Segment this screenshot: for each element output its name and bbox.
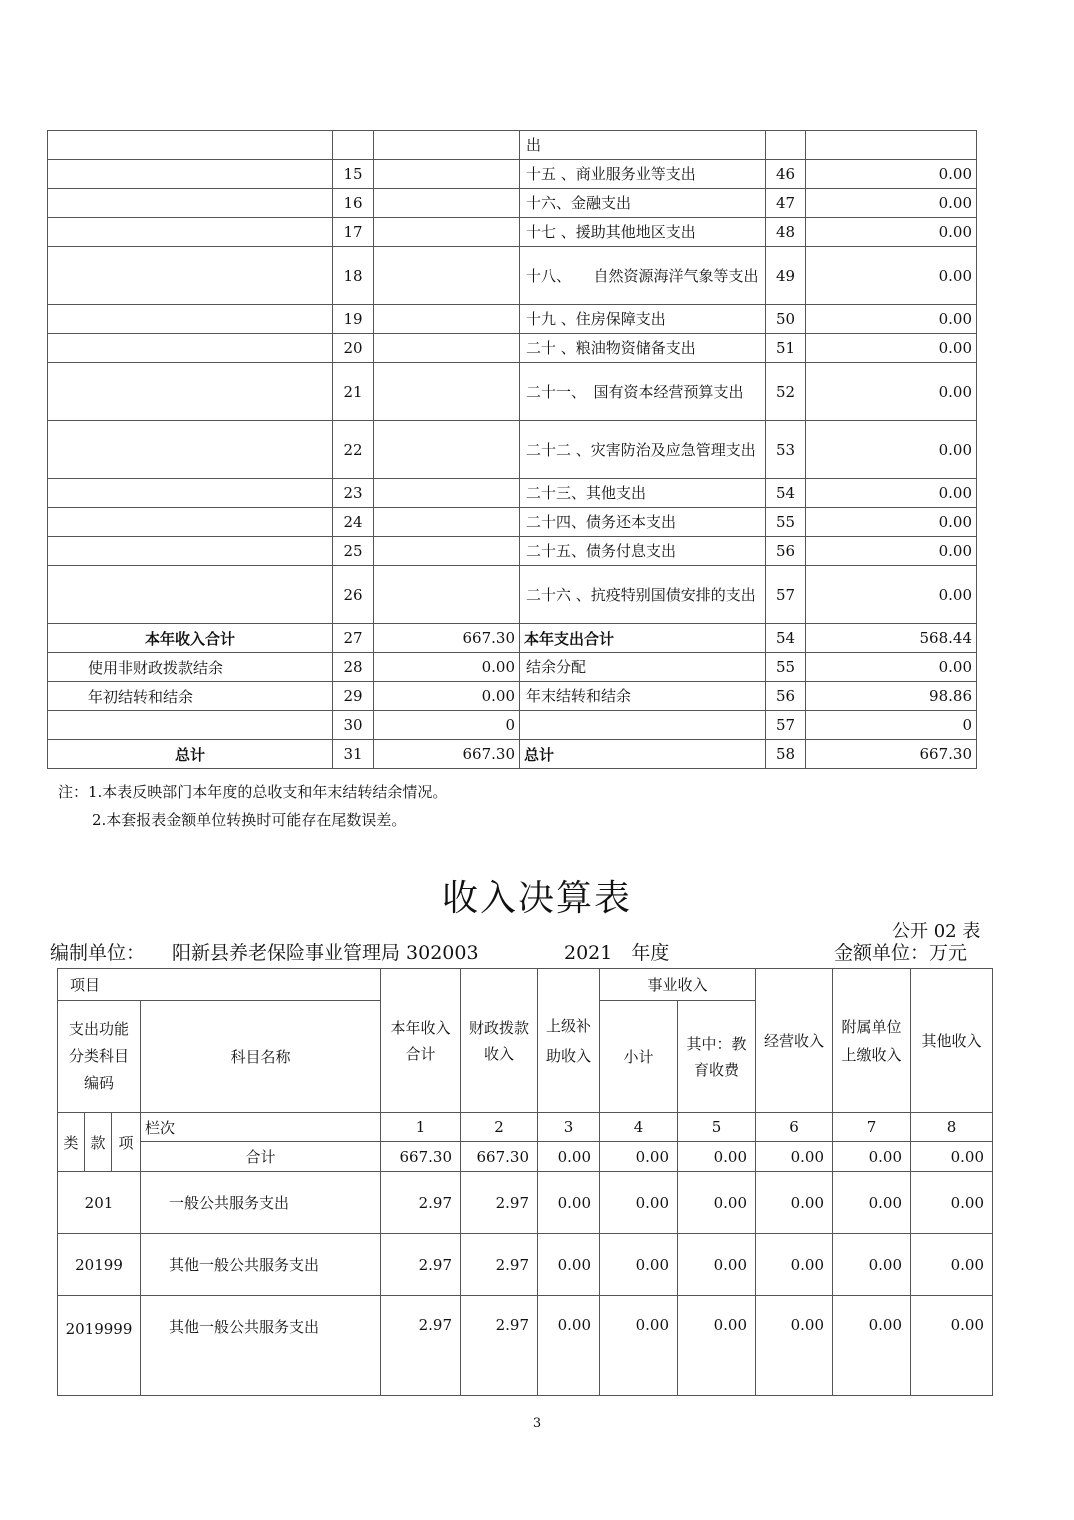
row-line-number-2: 55 [766,653,806,682]
row-label [48,305,333,334]
col-num-2: 2 [461,1113,538,1142]
row-value-6: 0.00 [756,1234,833,1296]
row-amount-2: 0.00 [806,508,977,537]
row-amount: 667.30 [374,624,520,653]
header-xiang: 项 [112,1113,141,1172]
col-num-5: 5 [678,1113,756,1142]
row-amount: 0.00 [374,682,520,711]
year: 2021 年度 [564,942,670,964]
table-row [48,131,977,160]
row-amount-2: 98.86 [806,682,977,711]
row-line-number: 26 [333,566,374,624]
row-expense-label: 总计 [520,740,766,769]
unit-label: 编制单位： [50,942,146,964]
col-num-8: 8 [911,1113,993,1142]
header-upper: 上级补助收入 [538,969,600,1113]
row-line-number-2: 56 [766,537,806,566]
row-expense-label: 出 [520,131,766,160]
note-2: 2.本套报表金额单位转换时可能存在尾数误差。 [92,811,407,829]
total-val-2: 667.30 [461,1142,538,1172]
row-label [48,508,333,537]
row-expense-label: 十七 、援助其他地区支出 [520,218,766,247]
row-label [48,247,333,305]
row-expense-label: 二十四、债务还本支出 [520,508,766,537]
row-amount [374,363,520,421]
header-kuan: 款 [85,1113,112,1172]
col-num-3: 3 [538,1113,600,1142]
row-label [48,334,333,363]
row-label: 本年收入合计 [48,624,333,653]
row-label: 使用非财政拨款结余 [48,653,333,682]
header-affil: 附属单位上缴收入 [833,969,911,1113]
row-line-number-2: 50 [766,305,806,334]
row-code: 20199 [58,1234,141,1296]
total-val-4: 0.00 [600,1142,678,1172]
col-num-4: 4 [600,1113,678,1142]
row-line-number-2: 53 [766,421,806,479]
row-line-number-2 [766,131,806,160]
summary-table [47,130,977,769]
row-value-1: 2.97 [381,1296,461,1396]
header-other: 其他收入 [911,969,993,1113]
row-amount [374,334,520,363]
row-label [48,131,333,160]
row-line-number: 27 [333,624,374,653]
row-amount-2: 0.00 [806,421,977,479]
notes [58,778,447,834]
row-label [48,363,333,421]
row-amount: 0 [374,711,520,740]
table-row [58,1234,993,1296]
row-label [48,189,333,218]
row-line-number-2: 51 [766,334,806,363]
row-value-6: 0.00 [756,1172,833,1234]
row-expense-label: 二十 、粮油物资储备支出 [520,334,766,363]
table-row [48,682,977,711]
row-name: 一般公共服务支出 [141,1172,381,1234]
total-val-6: 0.00 [756,1142,833,1172]
row-value-4: 0.00 [600,1234,678,1296]
table-row [48,537,977,566]
header-name: 科目名称 [141,1001,381,1113]
row-amount: 667.30 [374,740,520,769]
header-fiscal: 财政拨款收入 [461,969,538,1113]
unit-name: 阳新县养老保险事业管理局 302003 [172,942,479,964]
row-expense-label: 二十三、其他支出 [520,479,766,508]
row-value-2: 2.97 [461,1296,538,1396]
row-amount-2: 0.00 [806,479,977,508]
row-amount-2: 0.00 [806,305,977,334]
income-table [57,968,993,1396]
row-line-number: 30 [333,711,374,740]
row-amount-2: 0 [806,711,977,740]
total-val-7: 0.00 [833,1142,911,1172]
row-amount [374,247,520,305]
row-line-number: 23 [333,479,374,508]
row-value-7: 0.00 [833,1172,911,1234]
table-row [48,160,977,189]
row-name: 其他一般公共服务支出 [141,1296,381,1396]
row-label: 总计 [48,740,333,769]
row-value-5: 0.00 [678,1234,756,1296]
row-line-number: 19 [333,305,374,334]
header-oper: 经营收入 [756,969,833,1113]
row-value-5: 0.00 [678,1296,756,1396]
row-line-number: 17 [333,218,374,247]
row-expense-label: 十九 、住房保障支出 [520,305,766,334]
row-amount [374,479,520,508]
row-amount [374,566,520,624]
row-line-number: 25 [333,537,374,566]
table-row [48,624,977,653]
row-line-number-2: 55 [766,508,806,537]
row-value-4: 0.00 [600,1172,678,1234]
row-value-1: 2.97 [381,1234,461,1296]
row-name: 其他一般公共服务支出 [141,1234,381,1296]
row-line-number: 29 [333,682,374,711]
row-line-number: 16 [333,189,374,218]
row-expense-label: 十八、 自然资源海洋气象等支出 [520,247,766,305]
table-row [48,218,977,247]
row-amount-2: 0.00 [806,653,977,682]
row-expense-label: 结余分配 [520,653,766,682]
row-code: 201 [58,1172,141,1234]
row-amount-2: 0.00 [806,247,977,305]
row-line-number: 15 [333,160,374,189]
col-num-1: 1 [381,1113,461,1142]
note-1: 注：1.本表反映部门本年度的总收支和年末结转结余情况。 [58,783,448,801]
row-line-number-2: 49 [766,247,806,305]
row-value-6: 0.00 [756,1296,833,1396]
row-value-5: 0.00 [678,1172,756,1234]
row-amount-2: 0.00 [806,189,977,218]
row-expense-label: 年末结转和结余 [520,682,766,711]
row-amount [374,218,520,247]
header-biz: 事业收入 [600,969,756,1001]
header-code: 支出功能分类科目编码 [58,1001,141,1113]
row-line-number: 18 [333,247,374,305]
header-col: 栏次 [141,1113,381,1142]
row-amount [374,537,520,566]
row-line-number: 31 [333,740,374,769]
row-amount-2: 0.00 [806,363,977,421]
row-amount-2: 0.00 [806,160,977,189]
row-value-4: 0.00 [600,1296,678,1396]
col-num-7: 7 [833,1113,911,1142]
header-item: 项目 [58,969,381,1001]
table-row [48,711,977,740]
row-value-7: 0.00 [833,1234,911,1296]
page-title: 收入决算表 [441,878,632,919]
row-amount [374,160,520,189]
row-amount-2: 0.00 [806,566,977,624]
row-line-number-2: 58 [766,740,806,769]
row-line-number-2: 54 [766,479,806,508]
row-value-7: 0.00 [833,1296,911,1396]
row-line-number-2: 52 [766,363,806,421]
row-label [48,421,333,479]
row-value-1: 2.97 [381,1172,461,1234]
row-value-3: 0.00 [538,1234,600,1296]
row-line-number-2: 56 [766,682,806,711]
col-num-6: 6 [756,1113,833,1142]
row-amount [374,189,520,218]
table-row [58,1296,993,1396]
row-line-number-2: 47 [766,189,806,218]
header-lei: 类 [58,1113,85,1172]
row-expense-label [520,711,766,740]
row-line-number: 22 [333,421,374,479]
table-row [48,363,977,421]
row-line-number: 28 [333,653,374,682]
row-expense-label: 二十二 、灾害防治及应急管理支出 [520,421,766,479]
header-edu: 其中：教育收费 [678,1001,756,1113]
table-row [48,334,977,363]
row-amount-2: 568.44 [806,624,977,653]
table-row [48,566,977,624]
row-amount [374,305,520,334]
row-line-number [333,131,374,160]
table-row [48,479,977,508]
row-line-number-2: 48 [766,218,806,247]
row-amount-2: 0.00 [806,334,977,363]
row-label [48,537,333,566]
row-expense-label: 十五 、商业服务业等支出 [520,160,766,189]
row-label [48,160,333,189]
table-row [48,740,977,769]
row-value-8: 0.00 [911,1234,993,1296]
page-number: 3 [532,1416,542,1431]
row-amount-2 [806,131,977,160]
row-line-number-2: 57 [766,711,806,740]
row-line-number-2: 57 [766,566,806,624]
table-row [58,1172,993,1234]
row-value-8: 0.00 [911,1172,993,1234]
row-label: 年初结转和结余 [48,682,333,711]
table-row [48,247,977,305]
table-row [48,305,977,334]
form-number: 公开 02 表 [892,921,981,942]
total-label: 合计 [141,1142,381,1172]
total-val-1: 667.30 [381,1142,461,1172]
row-expense-label: 二十五、债务付息支出 [520,537,766,566]
row-line-number: 24 [333,508,374,537]
row-label [48,479,333,508]
row-label [48,566,333,624]
row-amount-2: 0.00 [806,218,977,247]
row-amount [374,131,520,160]
row-value-3: 0.00 [538,1296,600,1396]
amount-unit: 金额单位：万元 [834,942,968,964]
row-amount [374,508,520,537]
row-line-number: 21 [333,363,374,421]
row-amount-2: 0.00 [806,537,977,566]
row-expense-label: 本年支出合计 [520,624,766,653]
row-value-3: 0.00 [538,1172,600,1234]
table-row [48,508,977,537]
row-amount [374,421,520,479]
row-label [48,218,333,247]
table-row [48,189,977,218]
table-row [48,653,977,682]
row-expense-label: 二十一、 国有资本经营预算支出 [520,363,766,421]
row-expense-label: 十六、金融支出 [520,189,766,218]
row-line-number-2: 46 [766,160,806,189]
row-amount: 0.00 [374,653,520,682]
total-val-5: 0.00 [678,1142,756,1172]
row-expense-label: 二十六 、抗疫特别国债安排的支出 [520,566,766,624]
total-val-8: 0.00 [911,1142,993,1172]
row-line-number-2: 54 [766,624,806,653]
table-row [48,421,977,479]
row-amount-2: 667.30 [806,740,977,769]
header-total: 本年收入合计 [381,969,461,1113]
header-sub: 小计 [600,1001,678,1113]
row-label [48,711,333,740]
row-code: 2019999 [58,1296,141,1396]
total-val-3: 0.00 [538,1142,600,1172]
row-value-8: 0.00 [911,1296,993,1396]
row-line-number: 20 [333,334,374,363]
row-value-2: 2.97 [461,1172,538,1234]
row-value-2: 2.97 [461,1234,538,1296]
